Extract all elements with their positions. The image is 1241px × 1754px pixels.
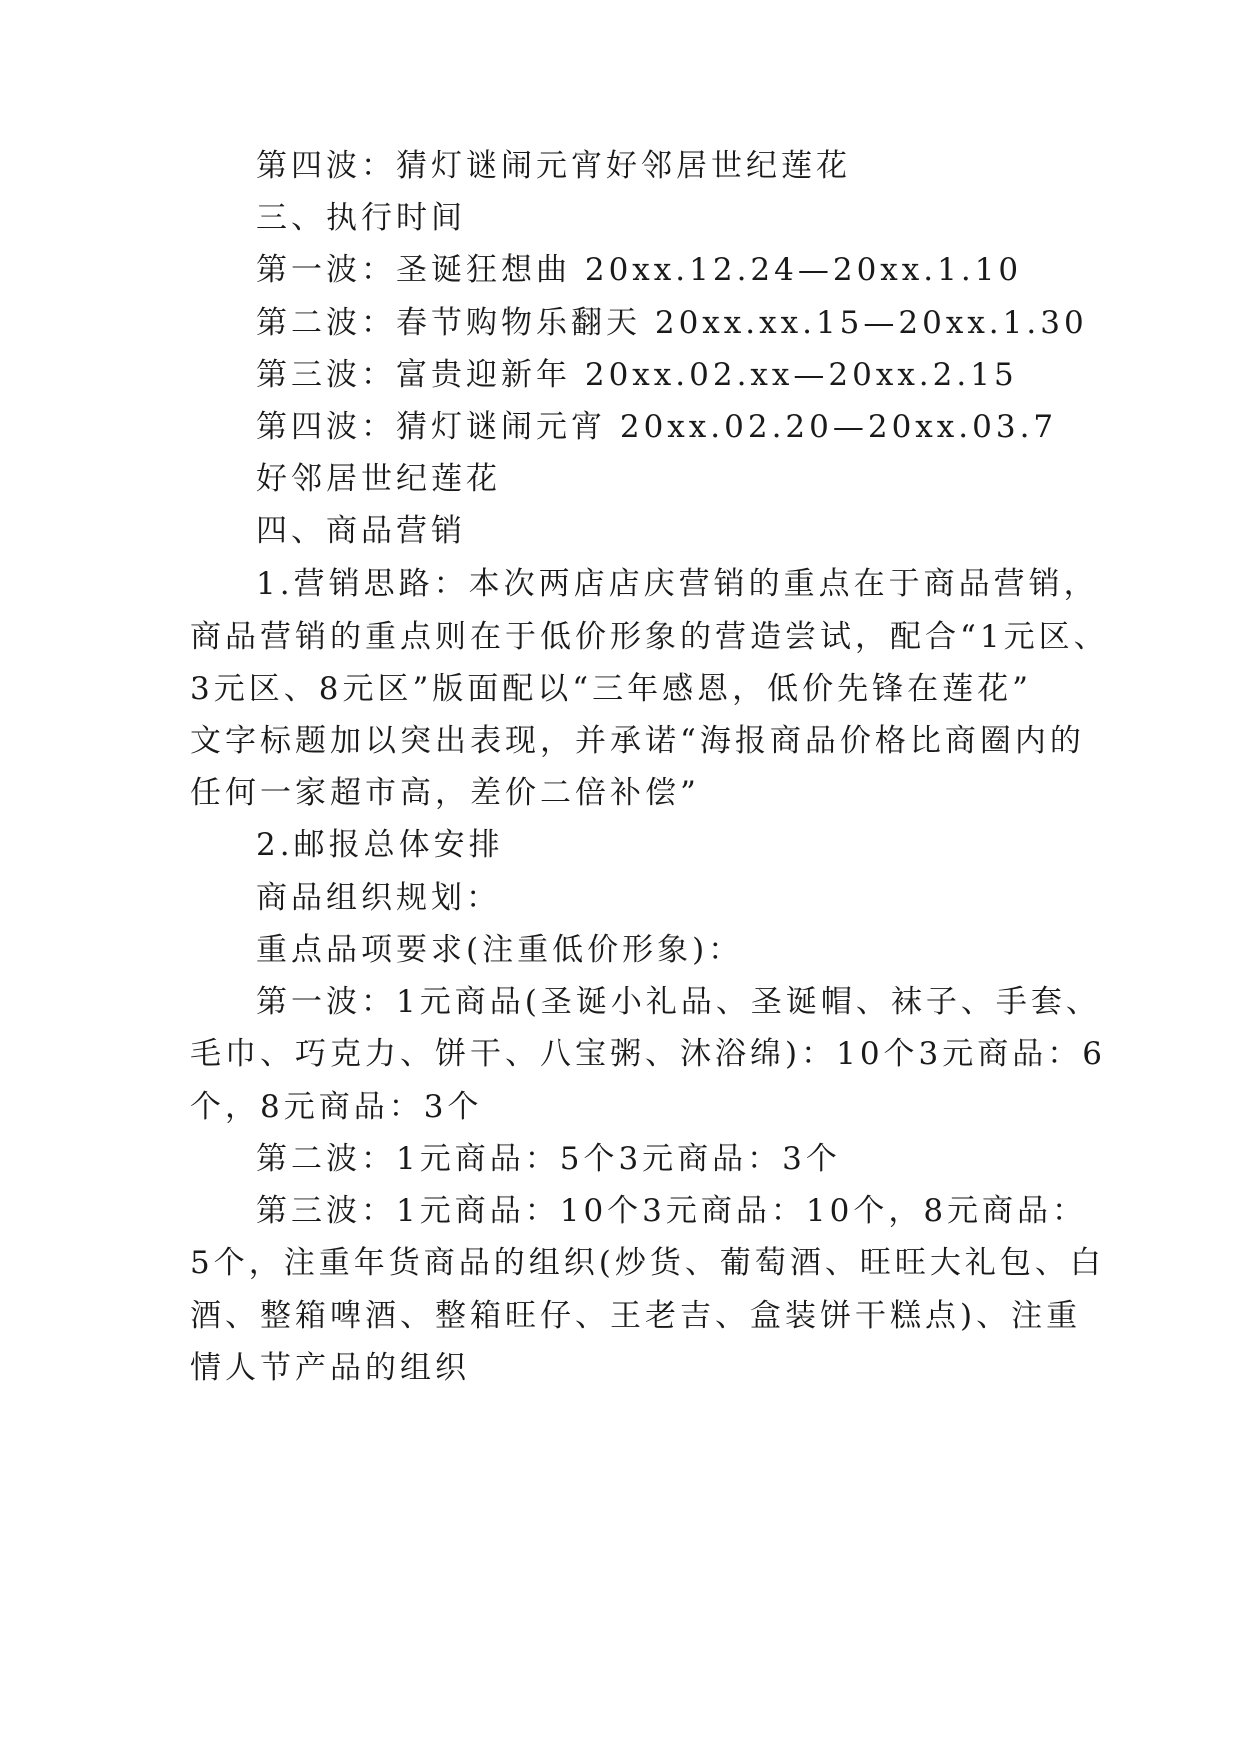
text-line-9: 1.营销思路：本次两店店庆营销的重点在于商品营销， [256,566,1099,602]
text-line-4: 第二波：春节购物乐翻天 20xx.xx.15—20xx.1.30 [256,305,1088,341]
text-line-5: 第三波：富贵迎新年 20xx.02.xx—20xx.2.15 [256,357,1018,393]
text-line-20: 第二波：1元商品：5个3元商品：3个 [256,1141,841,1177]
text-line-16: 重点品项要求(注重低价形象)： [256,932,744,968]
text-line-21: 第三波：1元商品：10个3元商品：10个，8元商品： [256,1193,1088,1229]
text-line-13: 任何一家超市高，差价二倍补偿” [190,775,700,811]
section-heading-execution-time: 三、执行时间 [256,200,466,236]
text-line-15: 商品组织规划： [256,880,501,916]
text-line-23: 酒、整箱啤酒、整箱旺仔、王老吉、盒装饼干糕点)、注重 [190,1298,1082,1334]
text-line-7: 好邻居世纪莲花 [256,461,501,497]
text-line-6: 第四波：猜灯谜闹元宵 20xx.02.20—20xx.03.7 [256,409,1058,445]
text-line-18: 毛巾、巧克力、饼干、八宝粥、沐浴绵)：10个3元商品：6 [190,1036,1106,1072]
text-line-10: 商品营销的重点则在于低价形象的营造尝试，配合“1元区、 [190,619,1109,655]
text-line-19: 个，8元商品：3个 [190,1089,483,1125]
text-line-17: 第一波：1元商品(圣诞小礼品、圣诞帽、袜子、手套、 [256,984,1101,1020]
section-heading-product-marketing: 四、商品营销 [256,513,466,549]
text-line-12: 文字标题加以突出表现，并承诺“海报商品价格比商圈内的 [190,723,1085,759]
text-line-24: 情人节产品的组织 [190,1350,470,1386]
text-line-14: 2.邮报总体安排 [256,827,504,863]
text-line-3: 第一波：圣诞狂想曲 20xx.12.24—20xx.1.10 [256,252,1023,288]
text-line-11: 3元区、8元区”版面配以“三年感恩，低价先锋在莲花” [190,671,1032,707]
text-line-22: 5个，注重年货商品的组织(炒货、葡萄酒、旺旺大礼包、白 [190,1245,1105,1281]
text-line-1: 第四波：猜灯谜闹元宵好邻居世纪莲花 [256,148,851,184]
